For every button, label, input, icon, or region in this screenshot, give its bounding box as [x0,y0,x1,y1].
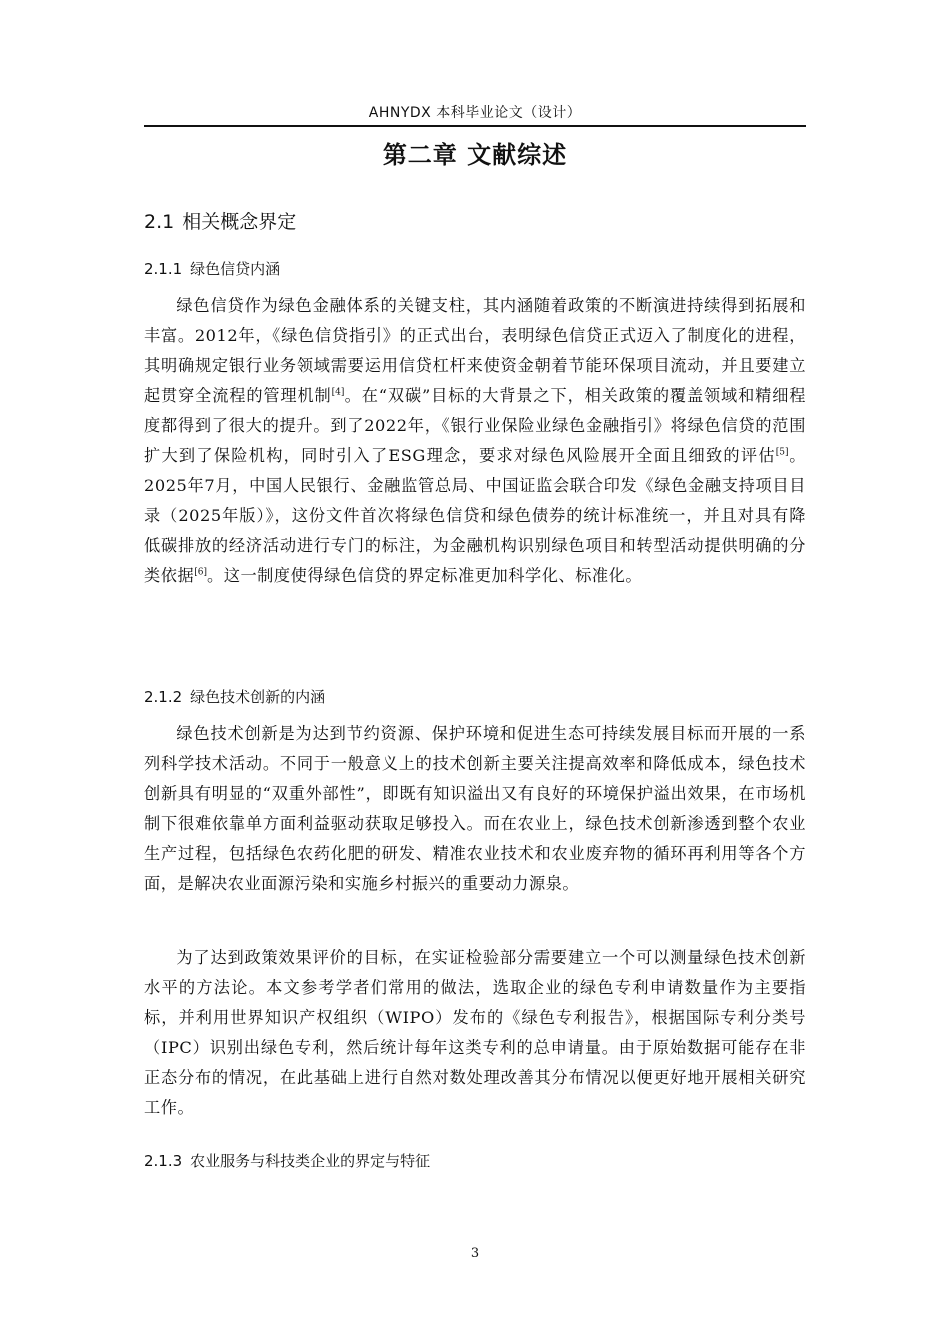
chapter-title: 第二章 文献综述 [382,141,568,169]
subsection-number: 2.1.2 [144,688,183,706]
paragraph-text: 绿色信贷作为绿色金融体系的关键支柱，其内涵随着政策的不断演进持续得到拓展和丰富。2012年，《绿色信贷指引》的正式出台，表明绿色信贷正式迈入了制度化的进程，其明确规定银行业务领域需要运用信贷杠杆来使资金朝着节能环保项目流动，并且要建立起贯穿全流程的管理机制 [144,296,806,405]
subsection-title: 绿色信贷内涵 [190,260,281,278]
subsection-title: 农业服务与科技类企业的界定与特征 [190,1152,431,1170]
section-heading-2-1 [144,208,296,236]
subsection-heading-2-1-2 [144,686,325,708]
subsection-heading-2-1-1 [144,258,280,280]
subsection-heading-2-1-3 [144,1150,430,1172]
running-header: AHNYDX 本科毕业论文（设计） [368,105,582,121]
header-divider [144,125,806,127]
paragraph-green-credit [144,291,806,591]
section-title: 相关概念界定 [182,211,297,233]
subsection-number: 2.1.3 [144,1152,183,1170]
subsection-title: 绿色技术创新的内涵 [190,688,326,706]
paragraph-green-innovation: 绿色技术创新是为达到节约资源、保护环境和促进生态可持续发展目标而开展的一系列科学技术活动。不同于一般意义上的技术创新主要关注提高效率和降低成本，绿色技术创新具有明显的“双重外部性”，即既有知识溢出又有良好的环境保护溢出效果，在市场机制下很难依靠单方面利益驱动获取足够投入。而在农业上，绿色技术创新渗透到整个农业生产过程，包括绿色农药化肥的研发、精准农业技术和农业废弃物的循环再利用等各个方面，是解决农业面源污染和实施乡村振兴的重要动力源泉。 [144,724,806,893]
citation-ref: [5] [775,447,789,458]
paragraph-text: 。在“双碳”目标的大背景之下，相关政策的覆盖领域和精细程度都得到了很大的提升。到了2022年，《银行业保险业绿色金融指引》将绿色信贷的范围扩大到了保险机构，同时引入了ESG理念，要求对绿色风险展开全面且细致的评估 [144,386,806,465]
section-number: 2.1 [144,211,175,233]
citation-ref: [6] [194,567,207,578]
subsection-number: 2.1.1 [144,260,183,278]
citation-ref: [4] [331,387,345,398]
paragraph-measurement: 为了达到政策效果评价的目标，在实证检验部分需要建立一个可以测量绿色技术创新水平的方法论。本文参考学者们常用的做法，选取企业的绿色专利申请数量作为主要指标，并利用世界知识产权组织（WIPO）发布的《绿色专利报告》，根据国际专利分类号（IPC）识别出绿色专利，然后统计每年这类专利的总申请量。由于原始数据可能存在非正态分布的情况，在此基础上进行自然对数处理改善其分布情况以便更好地开展相关研究工作。 [144,948,806,1117]
paragraph-text: 。这一制度使得绿色信贷的界定标准更加科学化、标准化。 [206,566,643,585]
page-number: 3 [470,1246,480,1261]
paragraph-text: 。2025年7月，中国人民银行、金融监管总局、中国证监会联合印发《绿色金融支持项目目录（2025年版）》，这份文件首次将绿色信贷和绿色债券的统计标准统一，并且对具有降低碳排放的经济活动进行专门的标注，为金融机构识别绿色项目和转型活动提供明确的分类依据 [144,446,806,585]
